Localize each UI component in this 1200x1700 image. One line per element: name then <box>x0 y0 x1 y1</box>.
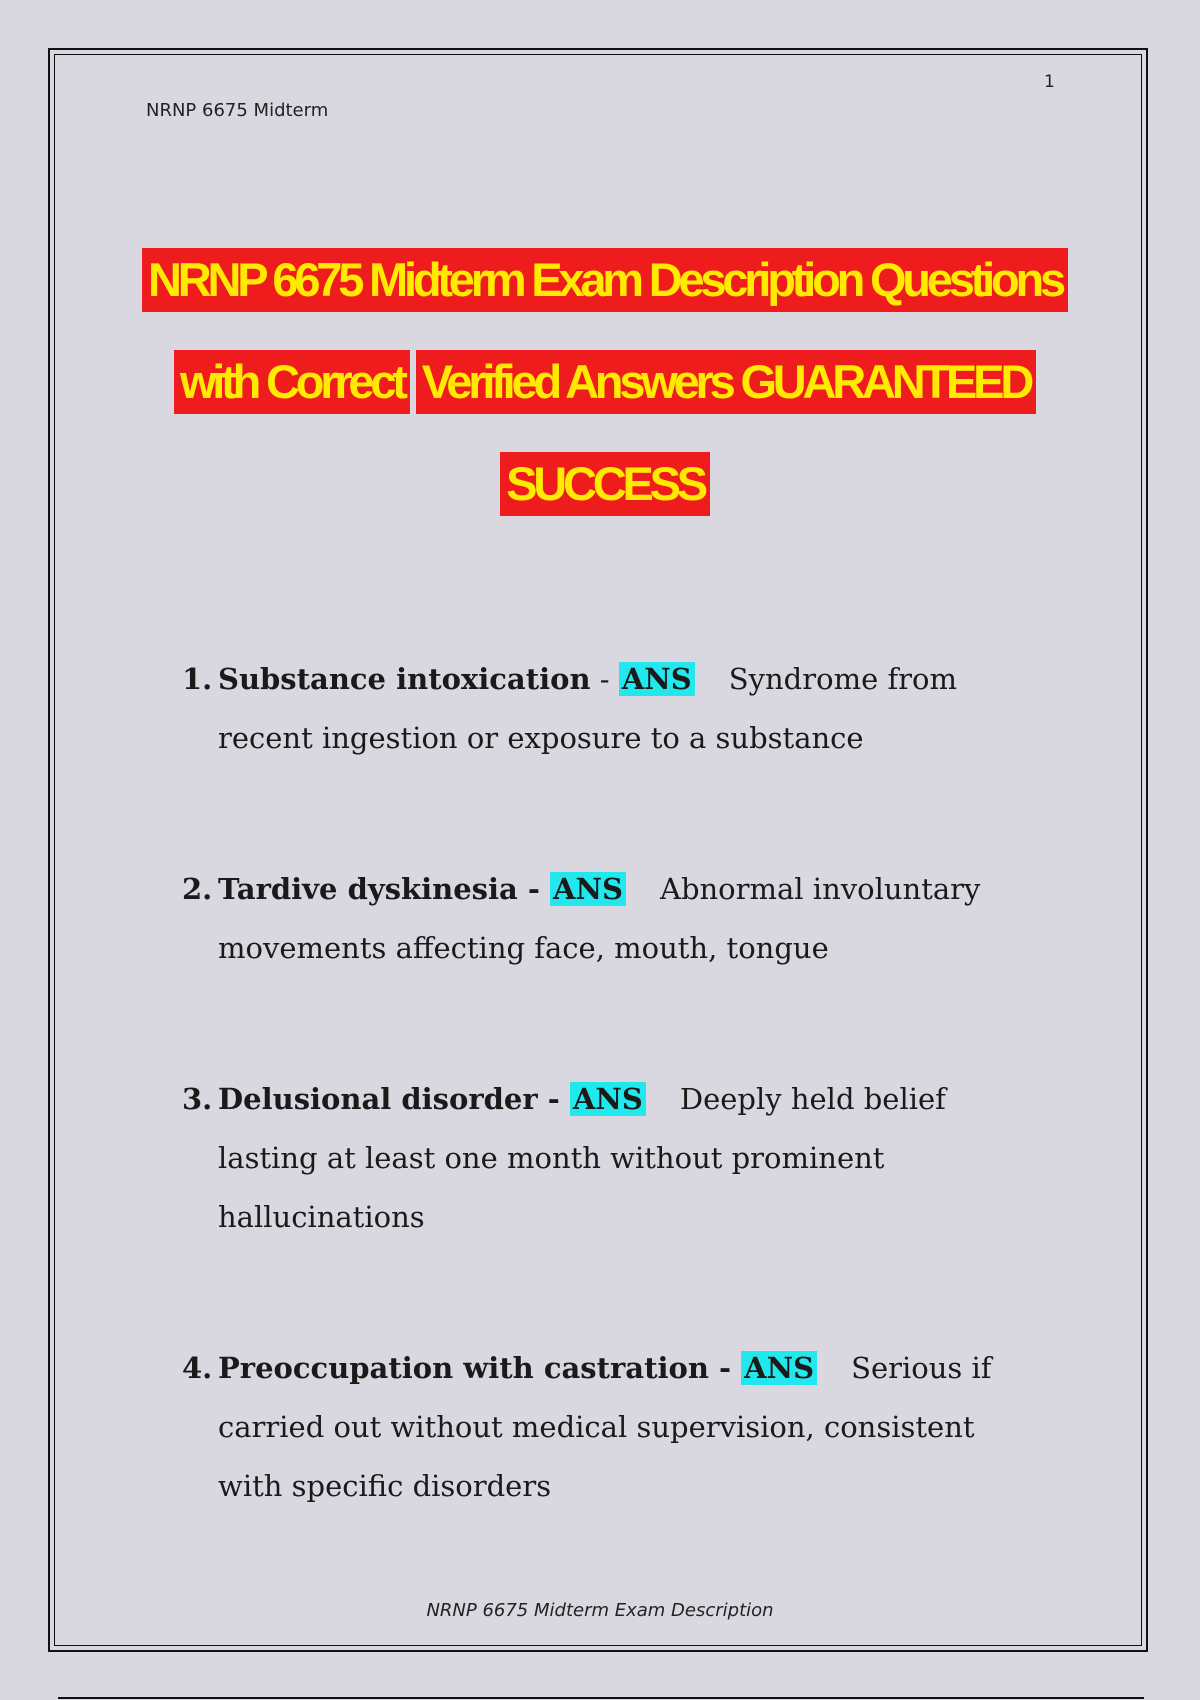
title-line-2 <box>110 350 1100 452</box>
ans-badge: ANS <box>619 662 695 696</box>
question-term: Delusional disorder <box>218 1082 538 1116</box>
title-segment: SUCCESS <box>500 452 710 516</box>
bottom-divider <box>58 1697 1144 1699</box>
question-term: Preoccupation with castration <box>218 1351 709 1385</box>
question-term: Tardive dyskinesia <box>218 872 518 906</box>
question-item <box>182 860 1042 978</box>
question-number: 4. <box>182 1351 213 1385</box>
title-line-1 <box>110 248 1100 350</box>
running-header: NRNP 6675 Midterm <box>146 100 329 121</box>
question-answer: Abnormal involuntary movements affecting face, mouth, tongue <box>218 872 981 965</box>
title-segment: Verified Answers GUARANTEED <box>416 350 1036 414</box>
question-answer: Serious if carried out without medical supervision, consistent with specific disorders <box>218 1351 992 1503</box>
title-segment: with Correct <box>174 350 410 414</box>
page-number: 1 <box>1044 72 1055 92</box>
question-dash: - <box>590 662 619 696</box>
question-dash: - <box>537 1082 570 1116</box>
question-number: 2. <box>182 872 213 906</box>
title-segment: NRNP 6675 Midterm Exam Description Questions <box>142 248 1068 312</box>
ans-badge: ANS <box>741 1351 817 1385</box>
ans-badge: ANS <box>550 872 626 906</box>
question-dash: - <box>517 872 551 906</box>
title-line-3 <box>110 452 1100 554</box>
ans-badge: ANS <box>570 1082 646 1116</box>
question-item <box>182 1339 1042 1516</box>
question-number: 1. <box>182 662 213 696</box>
question-list <box>182 650 1042 1516</box>
question-answer: Deeply held belief lasting at least one month without prominent hallucinations <box>218 1082 946 1234</box>
document-title <box>110 248 1100 554</box>
question-term: Substance intoxication <box>218 662 591 696</box>
question-answer: Syndrome from recent ingestion or exposure to a substance <box>218 662 957 755</box>
question-item <box>182 650 1042 768</box>
question-dash: - <box>708 1351 742 1385</box>
question-number: 3. <box>182 1082 213 1116</box>
question-item <box>182 1070 1042 1247</box>
running-footer: NRNP 6675 Midterm Exam Description <box>426 1600 774 1621</box>
